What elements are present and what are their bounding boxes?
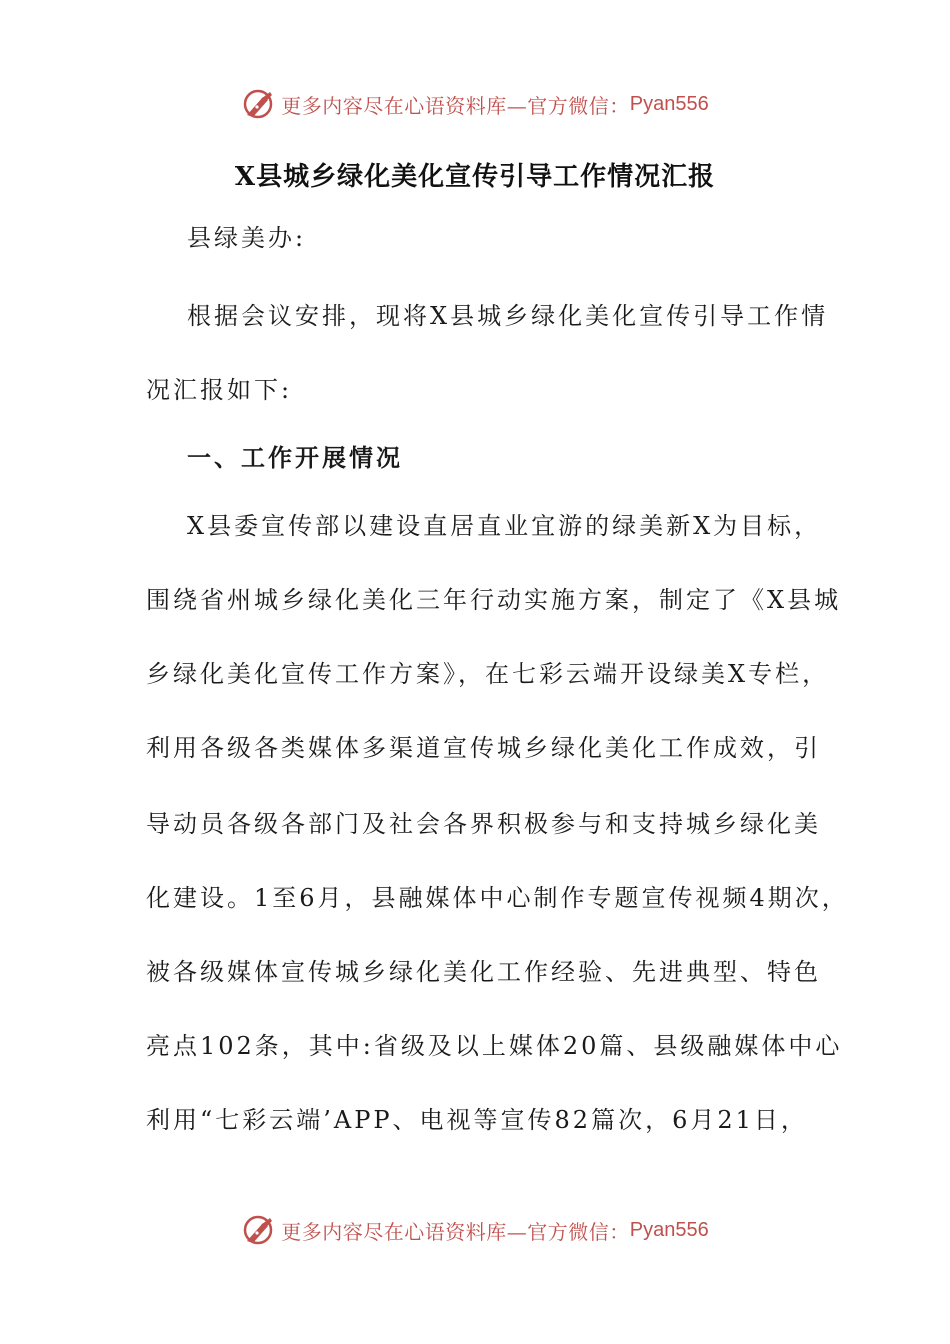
body-line: X县委宣传部以建设直居直业宜游的绿美新X为目标， (187, 512, 822, 540)
pen-nib-logo-icon (241, 1213, 275, 1247)
document-title: X县城乡绿化美化宣传引导工作情况汇报 (234, 162, 716, 192)
body-line: 导动员各级各部门及社会各界积极参与和支持城乡绿化美 (146, 810, 821, 838)
body-line: 化建设。1至6月，县融媒体中心制作专题宣传视频4期次， (146, 884, 849, 912)
header-watermark-banner (0, 84, 950, 124)
body-line: 被各级媒体宣传城乡绿化美化工作经验、先进典型、特色 (146, 958, 821, 986)
intro-line-1: 根据会议安排，现将X县城乡绿化美化宣传引导工作情 (187, 302, 829, 330)
body-line: 围绕省州城乡绿化美化三年行动实施方案，制定了《X县城 (146, 586, 842, 614)
footer-watermark-banner (0, 1210, 950, 1250)
watermark-wechat-id: Pyan556 (629, 92, 709, 115)
watermark-text: 更多内容尽在心语资料库—官方微信： (281, 93, 630, 118)
recipient-line: 县绿美办: (187, 224, 307, 252)
watermark-wechat-id: Pyan556 (629, 1218, 709, 1241)
body-line: 利用“七彩云端’APP、电视等宣传82篇次，6月21日， (146, 1106, 808, 1134)
pen-nib-logo-icon (241, 87, 275, 121)
body-line: 亮点102条，其中:省级及以上媒体20篇、县级融媒体中心 (146, 1032, 843, 1060)
body-line: 乡绿化美化宣传工作方案》，在七彩云端开设绿美X专栏， (146, 660, 830, 688)
body-line: 利用各级各类媒体多渠道宣传城乡绿化美化工作成效，引 (146, 734, 821, 762)
intro-line-2: 况汇报如下: (146, 376, 293, 404)
section-heading: 一、工作开展情况 (187, 443, 403, 472)
watermark-text: 更多内容尽在心语资料库—官方微信： (281, 1219, 630, 1244)
